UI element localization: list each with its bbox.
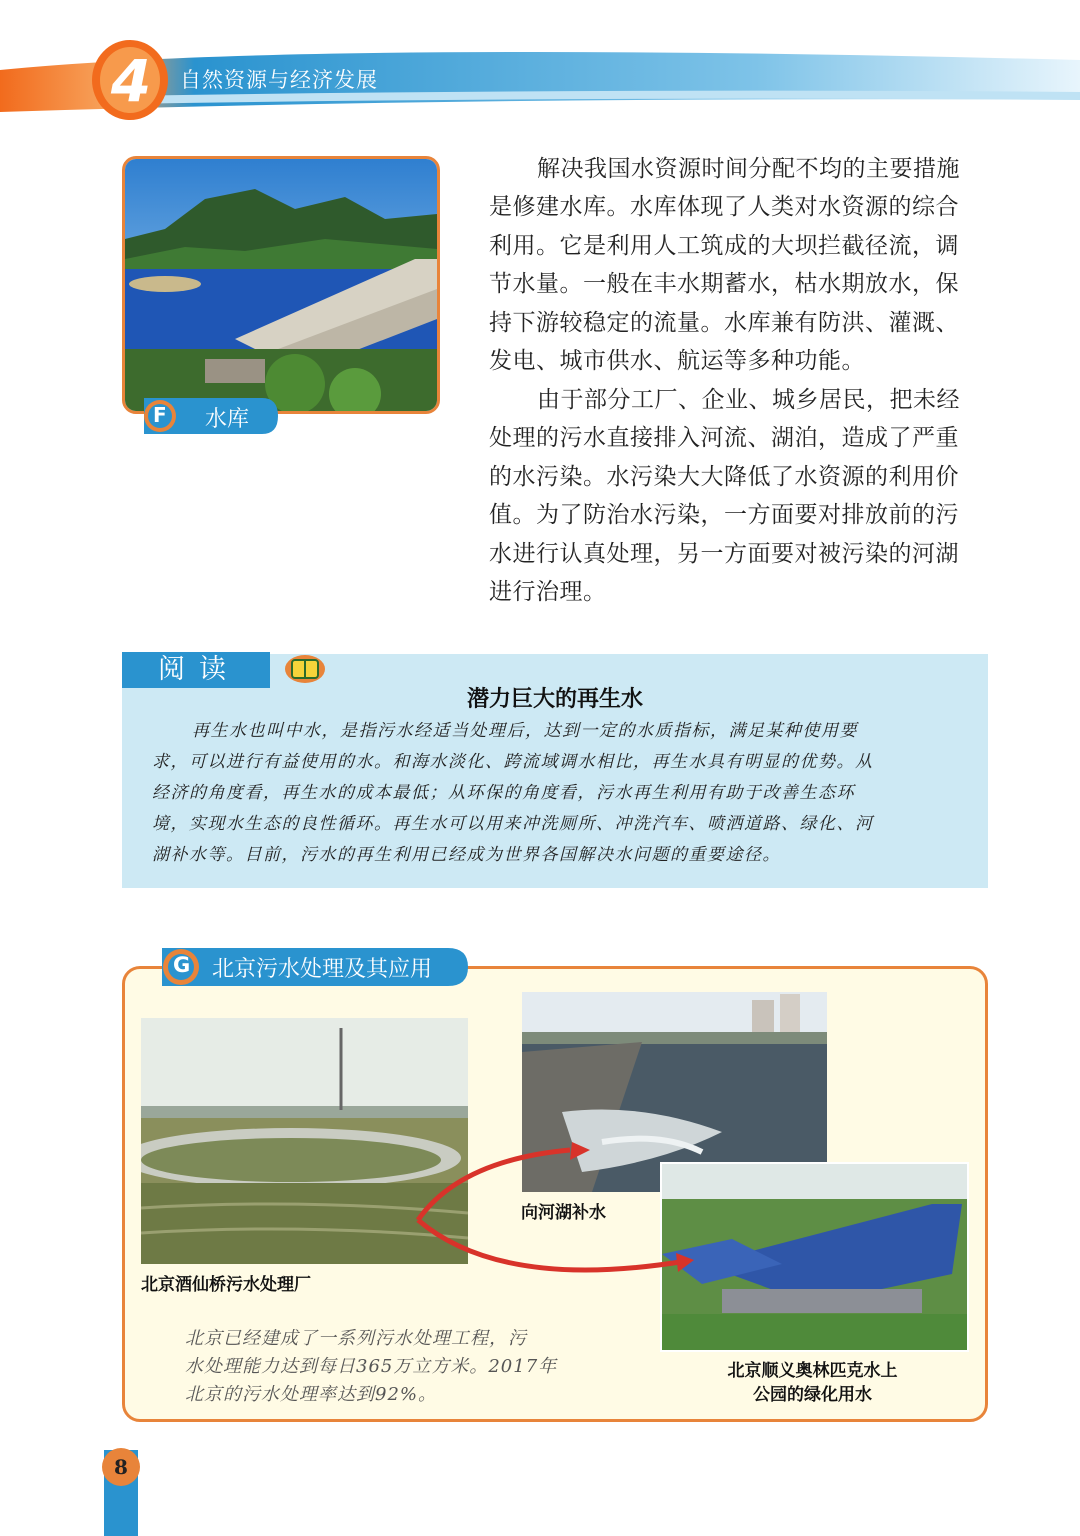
olympic-water-park-photo — [660, 1162, 969, 1352]
caption-water-park-2: 公园的绿化用水 — [753, 1385, 872, 1405]
text-line: 利用。它是利用人工筑成的大坝拦截径流，调 — [489, 232, 959, 259]
text-line: 持下游较稳定的流量。水库兼有防洪、灌溉、 — [489, 309, 959, 336]
text-line: 是修建水库。水库体现了人类对水资源的综合 — [489, 194, 959, 221]
reading-line: 湖补水等。目前，污水的再生利用已经成为世界各国解决水问题的重要途径。 — [152, 845, 781, 865]
text-line: 水进行认真处理，另一方面要对被污染的河湖 — [489, 540, 959, 567]
text-line: 由于部分工厂、企业、城乡居民，把未经 — [537, 387, 960, 413]
reading-line: 求，可以进行有益使用的水。和海水淡化、跨流域调水相比，再生水具有明显的优势。从 — [152, 752, 874, 772]
caption-sewage-plant: 北京酒仙桥污水处理厂 — [141, 1275, 311, 1295]
caption-river-replenish: 向河湖补水 — [521, 1203, 606, 1223]
reading-line: 再生水也叫中水，是指污水经适当处理后，达到一定的水质指标，满足某种使用要 — [192, 721, 858, 741]
figure-f-letter: F — [153, 403, 167, 427]
text-line: 的水污染。水污染大大降低了水资源的利用价 — [489, 463, 959, 490]
chapter-title: 自然资源与经济发展 — [180, 68, 378, 92]
text-line: 解决我国水资源时间分配不均的主要措施 — [537, 156, 960, 182]
reservoir-photo — [122, 156, 440, 414]
note-line: 北京已经建成了一系列污水处理工程，污 — [185, 1328, 527, 1349]
figure-g-title: 北京污水处理及其应用 — [212, 957, 433, 982]
reading-tab-label: 阅读 — [158, 654, 240, 685]
paragraph-pollution — [489, 381, 989, 611]
figure-g-letter: G — [173, 953, 191, 977]
chapter-number: 4 — [110, 47, 152, 115]
reading-title: 潜力巨大的再生水 — [466, 687, 643, 712]
note-line: 北京的污水处理率达到92%。 — [185, 1384, 438, 1405]
paragraph-reservoir — [489, 150, 989, 380]
figure-f-caption: 水库 — [205, 407, 250, 432]
reading-line: 境，实现水生态的良性循环。再生水可以用来冲洗厕所、冲洗汽车、喷洒道路、绿化、河 — [152, 814, 874, 834]
text-line: 发电、城市供水、航运等多种功能。 — [489, 348, 865, 375]
text-line: 进行治理。 — [489, 579, 607, 606]
text-line: 值。为了防治水污染，一方面要对排放前的污 — [489, 502, 959, 529]
book-icon — [284, 654, 326, 684]
text-line: 处理的污水直接排入河流、湖泊，造成了严重 — [489, 425, 959, 452]
reading-line: 经济的角度看，再生水的成本最低；从环保的角度看，污水再生利用有助于改善生态环 — [152, 783, 855, 803]
text-line: 节水量。一般在丰水期蓄水，枯水期放水，保 — [489, 271, 959, 298]
page-number: 8 — [102, 1448, 140, 1486]
note-line: 水处理能力达到每日365万立方米。2017年 — [185, 1356, 558, 1377]
caption-water-park-1: 北京顺义奥林匹克水上 — [727, 1361, 898, 1381]
